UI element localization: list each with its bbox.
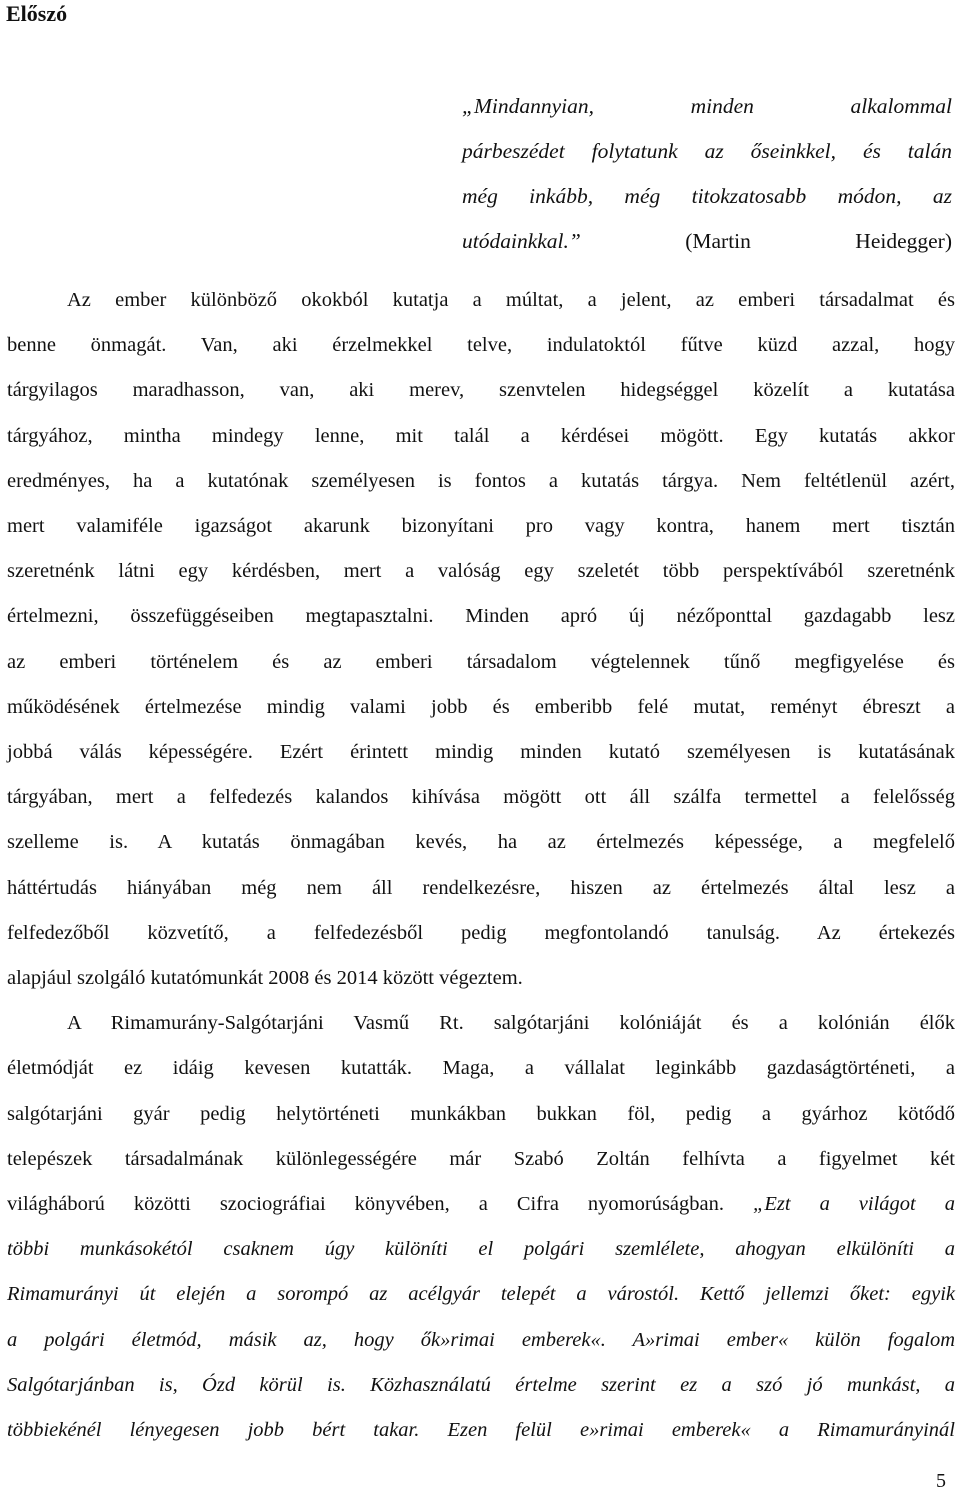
quoted-text-run: Rimamurányi út elején a sorompó az acélgyár telepét a várostól. Kettő jellemzi őket: egyik — [7, 1283, 955, 1306]
text-line: működésének értelmezése mindig valami jobb és emberibb felé mutat, reményt ébreszt a — [7, 695, 955, 718]
text-line — [7, 1046, 955, 1091]
motto-line: utódainkkal.” (Martin Heidegger) — [462, 229, 952, 253]
text-line — [7, 1001, 955, 1046]
quoted-text-run: többiekénél lényegesen jobb bért takar. Ezen felül e»rimai emberek« a Rimamurányinál — [7, 1419, 955, 1442]
text-line: jobbá válás képességére. Ezért érintett mindig minden kutató személyesen is kutatásának — [7, 741, 955, 764]
text-line — [7, 1182, 955, 1227]
paragraph — [7, 1001, 955, 1453]
body-text — [7, 278, 955, 1453]
motto-line: párbeszédet folytatunk az őseinkkel, és talán — [462, 139, 952, 163]
text-line: az emberi történelem és az emberi társadalom végtelennek tűnő megfigyelése és — [7, 650, 955, 673]
motto-author: (Martin Heidegger) — [685, 229, 952, 253]
text-line: szeretnénk látni egy kérdésben, mert a valóság egy szeletét több perspektívából szeretnénk — [7, 560, 955, 583]
text-line: felfedezőből közvetítő, a felfedezésből pedig megfontolandó tanulság. Az értekezés — [7, 921, 955, 944]
quoted-text-run: „Ezt a világot a — [752, 1193, 955, 1216]
paragraph — [7, 278, 955, 1001]
text-line: háttértudás hiányában még nem áll rendelkezésre, hiszen az értelmezés által lesz a — [7, 876, 955, 899]
text-line — [7, 1137, 955, 1182]
quoted-text-run: a polgári életmód, másik az, hogy ők»rimai emberek«. A»rimai ember« külön fogalom — [7, 1328, 955, 1351]
text-run: A Rimamurány-Salgótarjáni Vasmű Rt. salgótarjáni kolóniáját és a kolónián élők — [67, 1012, 955, 1035]
text-line — [7, 1318, 955, 1363]
text-line — [7, 1092, 955, 1137]
chapter-heading: Előszó — [6, 1, 68, 26]
page-number: 5 — [936, 1470, 946, 1492]
text-line: értelmezni, összefüggéseiben megtapasztalni. Minden apró új nézőponttal gazdagabb lesz — [7, 605, 955, 628]
text-line: eredményes, ha a kutatónak személyesen is fontos a kutatás tárgya. Nem feltétlenül azért, — [7, 469, 955, 492]
text-line — [7, 1363, 955, 1408]
text-line: tárgyilagos maradhasson, van, aki merev, szenvtelen hidegséggel közelít a kutatása — [7, 379, 955, 402]
motto-line: még inkább, még titokzatosabb módon, az — [462, 184, 952, 208]
text-run: telepészek társadalmának különlegességére már Szabó Zoltán felhívta a figyelmet két — [7, 1147, 955, 1170]
motto-line: „Mindannyian, minden alkalommal — [462, 94, 952, 118]
text-line: tárgyában, mert a felfedezés kalandos kihívása mögött ott áll szálfa termettel a felelősség — [7, 786, 955, 809]
text-line: benne önmagát. Van, aki érzelmekkel telve, indulatoktól fűtve küzd azzal, hogy — [7, 334, 955, 357]
text-run: salgótarjáni gyár pedig helytörténeti munkákban bukkan föl, pedig a gyárhoz kötődő — [7, 1102, 955, 1125]
text-run: életmódját ez idáig kevesen kutatták. Maga, a vállalat leginkább gazdaságtörténeti, a — [7, 1057, 955, 1080]
text-line: szelleme is. A kutatás önmagában kevés, ha az értelmezés képessége, a megfelelő — [7, 831, 955, 854]
text-line: tárgyához, mintha mindegy lenne, mit talál a kérdései mögött. Egy kutatás akkor — [7, 424, 955, 447]
text-line: Az ember különböző okokból kutatja a múltat, a jelent, az emberi társadalmat és — [67, 289, 955, 311]
text-line — [7, 1408, 955, 1453]
motto-quote — [462, 84, 952, 264]
text-line — [7, 1272, 955, 1317]
quoted-text-run: többi munkásokétól csaknem úgy különíti el polgári szemlélete, ahogyan elkülöníti a — [7, 1238, 955, 1261]
quoted-text-run: Salgótarjánban is, Ózd körül is. Közhasználatú értelme szerint ez a szó jó munkást, a — [7, 1373, 955, 1396]
text-line: mert valamiféle igazságot akarunk bizonyítani pro vagy kontra, hanem mert tisztán — [7, 515, 955, 538]
text-line: alapjául szolgáló kutatómunkát 2008 és 2014 között végeztem. — [7, 967, 523, 990]
text-run: világháború közötti szociográfiai könyvében, a Cifra nyomorúságban. — [7, 1193, 753, 1216]
text-line — [7, 1227, 955, 1272]
